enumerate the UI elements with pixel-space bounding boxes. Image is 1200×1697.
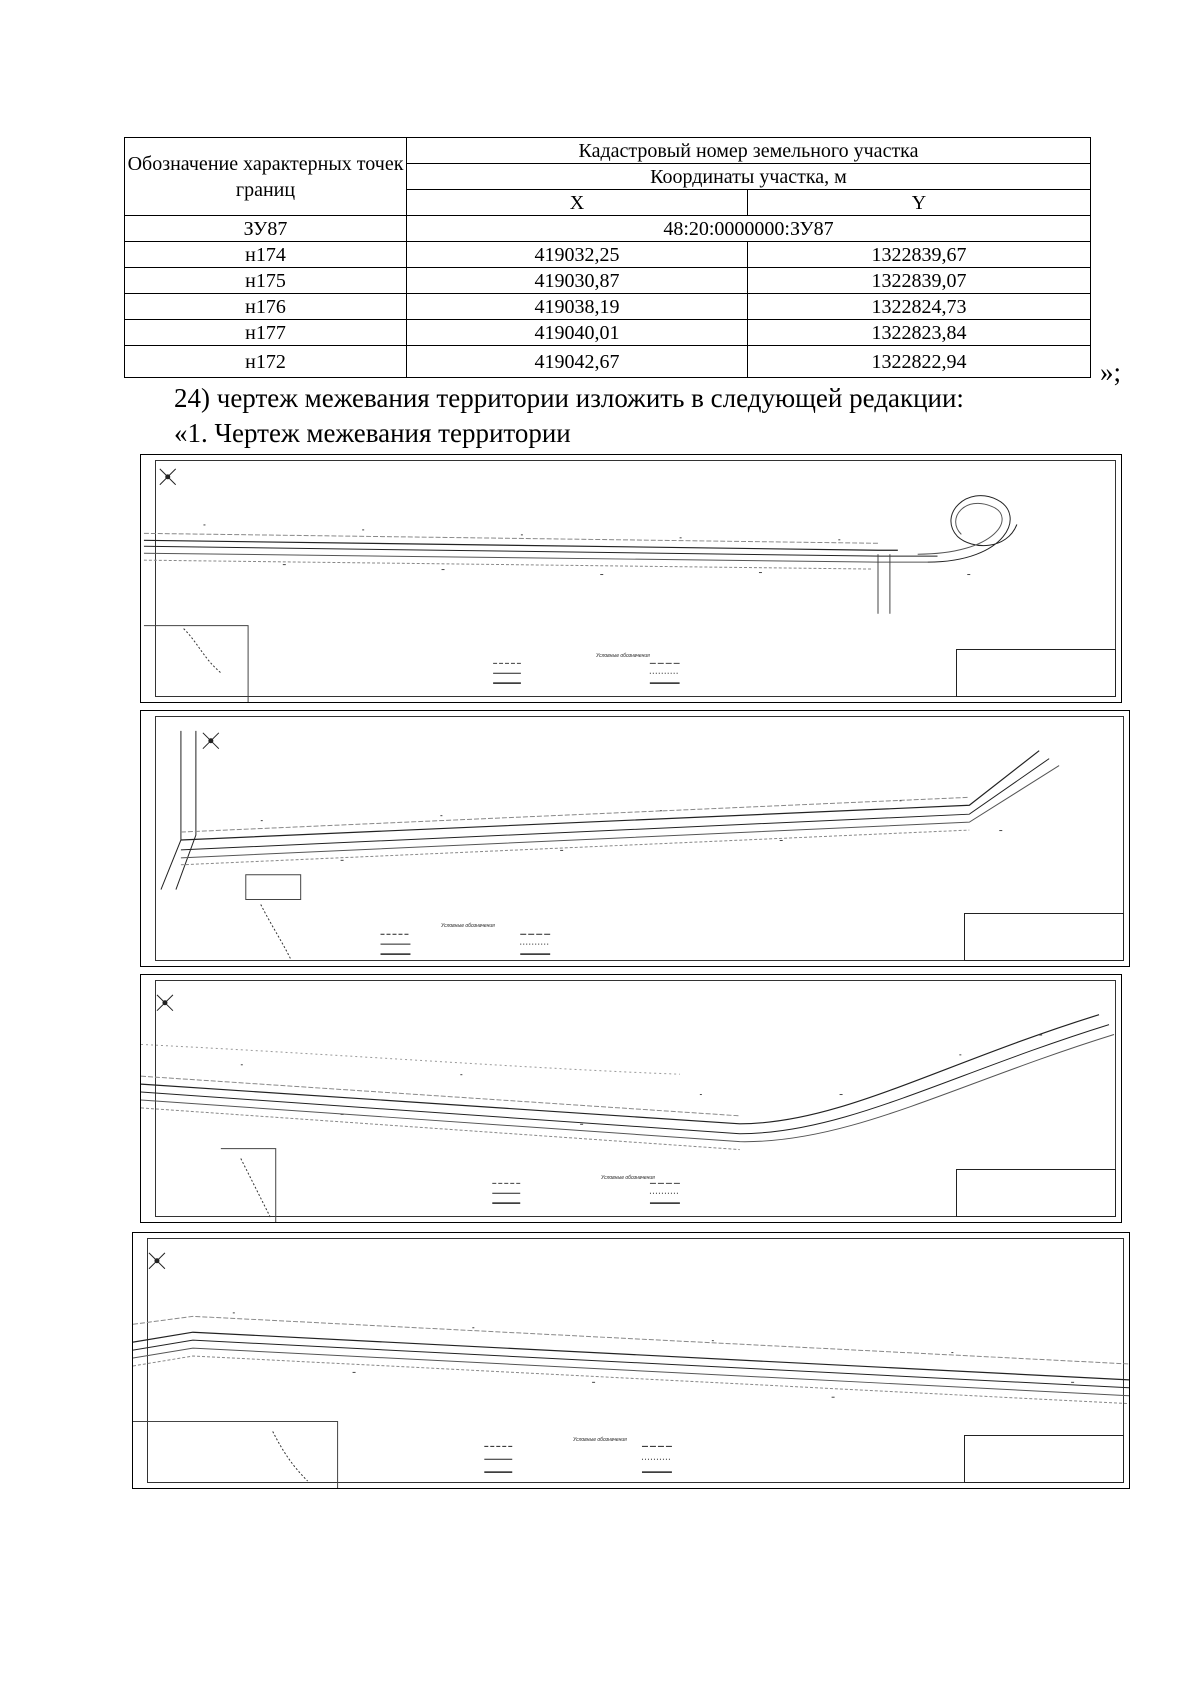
coord-y: 1322839,07 (748, 268, 1091, 294)
item-24-text: 24) чертеж межевания территории изложить в следующей редакции: (174, 383, 964, 413)
legend-title: Условные обозначения (596, 653, 650, 659)
coord-x: 419040,01 (407, 320, 748, 346)
coordinates-table (124, 137, 1091, 378)
legend-title: Условные обозначения (573, 1437, 627, 1443)
title-block (956, 649, 1116, 697)
header-y: Y (748, 190, 1091, 216)
north-arrow-icon (149, 1253, 165, 1269)
section-heading: «1. Чертеж межевания территории (174, 418, 571, 448)
coord-x: 419032,25 (407, 242, 748, 268)
drawing-sheet-4 (132, 1232, 1130, 1489)
plot-id: ЗУ87 (125, 216, 407, 242)
table-row (125, 242, 1091, 268)
header-cadastral-number: Кадастровый номер земельного участка (407, 138, 1091, 164)
point-name: н172 (125, 346, 407, 378)
legend-title: Условные обозначения (441, 923, 495, 929)
table-row (125, 320, 1091, 346)
north-arrow-icon (160, 469, 176, 485)
header-coordinates: Координаты участка, м (407, 164, 1091, 190)
point-name: н176 (125, 294, 407, 320)
legend-title: Условные обозначения (601, 1175, 655, 1181)
north-arrow-icon (157, 995, 173, 1011)
title-block (964, 1435, 1124, 1483)
north-arrow-icon (203, 733, 219, 749)
title-block (964, 913, 1124, 961)
closing-quote: »; (1100, 357, 1122, 387)
point-name: н175 (125, 268, 407, 294)
table-row (125, 346, 1091, 378)
coord-y: 1322839,67 (748, 242, 1091, 268)
coord-y: 1322822,94 (748, 346, 1091, 378)
header-point-designation: Обозначение характерных точек границ (125, 138, 407, 216)
coord-x: 419030,87 (407, 268, 748, 294)
header-x: X (407, 190, 748, 216)
coord-y: 1322823,84 (748, 320, 1091, 346)
drawing-sheet-3 (140, 974, 1122, 1223)
plot-cadastral-number: 48:20:0000000:ЗУ87 (407, 216, 1091, 242)
drawing-sheet-2 (140, 710, 1130, 967)
coord-x: 419042,67 (407, 346, 748, 378)
table-row (125, 268, 1091, 294)
point-name: н177 (125, 320, 407, 346)
table-row (125, 294, 1091, 320)
title-block (956, 1169, 1116, 1217)
coord-y: 1322824,73 (748, 294, 1091, 320)
point-name: н174 (125, 242, 407, 268)
drawing-sheet-1 (140, 454, 1122, 703)
coord-x: 419038,19 (407, 294, 748, 320)
